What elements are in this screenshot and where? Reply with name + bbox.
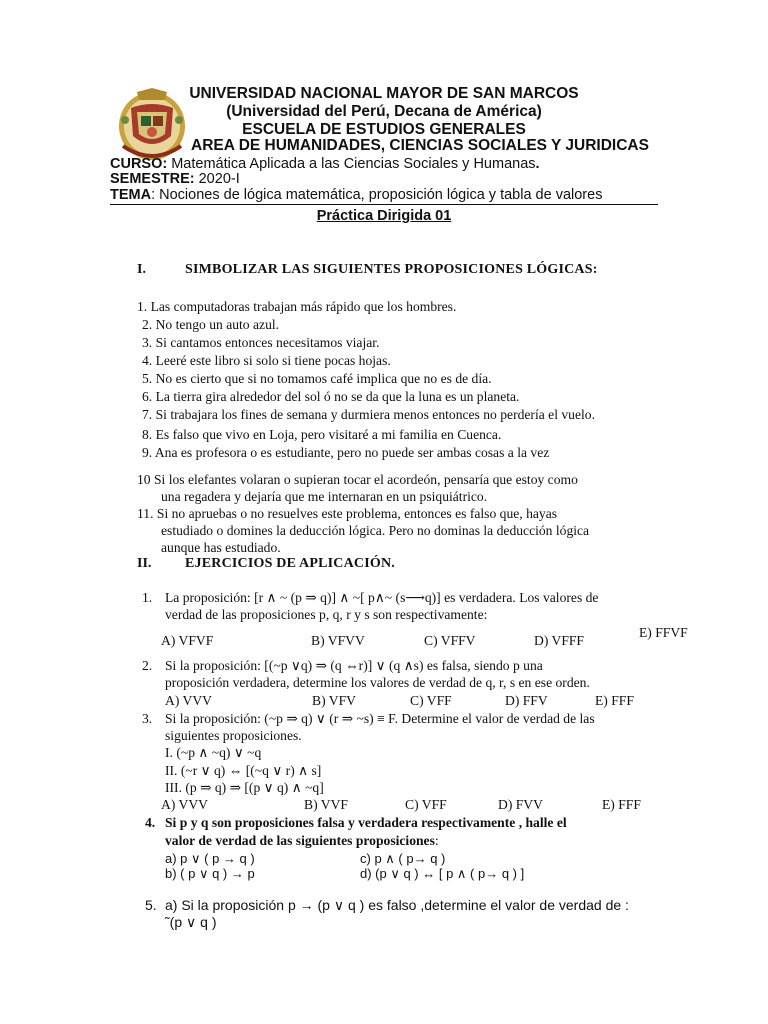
topic-line (110, 187, 602, 203)
university-subtitle: (Universidad del Perú, Decana de América) (226, 103, 542, 120)
question-4-option-c: c) p ∧ ( p→ q ) (360, 851, 446, 866)
course-label: CURSO: (110, 156, 168, 172)
topic-value: : Nociones de lógica matemática, proposición lógica y tabla de valores (151, 187, 603, 203)
question-2-option-b: B) VFV (312, 693, 356, 708)
list-item-11-line2: estudiado o domines la deducción lógica. Pero no dominas la deducción lógica (161, 523, 590, 538)
area-name: AREA DE HUMANIDADES, CIENCIAS SOCIALES Y JURIDICAS (191, 137, 649, 154)
question-2-line2: proposición verdadera, determine los valores de verdad de q, r, s en ese orden. (165, 675, 590, 690)
course-line (110, 156, 540, 172)
question-1-option-b: B) VFVV (311, 633, 365, 648)
question-4-colon: : (434, 833, 439, 848)
list-item-11-line1: 11. Si no apruebas o no resuelves este problema, entonces es falso que, hayas (137, 506, 558, 521)
question-3-option-b: B) VVF (304, 797, 348, 812)
question-3-line1: Si la proposición: (~p ⇒ q) ∨ (r ⇒ ~s) ≡ F. Determine el valor de verdad de las (165, 711, 595, 726)
question-3-option-a: A) VVV (161, 797, 208, 812)
course-end: . (535, 156, 540, 172)
question-2-option-c: C) VFF (410, 693, 452, 708)
question-4-option-b: b) ( p ∨ q ) → p (165, 866, 255, 881)
question-4-option-a: a) p ∨ ( p → q ) (165, 851, 255, 866)
list-item: 1. Las computadoras trabajan más rápido que los hombres. (137, 299, 457, 314)
section-1-title: SIMBOLIZAR LAS SIGUIENTES PROPOSICIONES LÓGICAS: (185, 262, 598, 277)
list-item: 5. No es cierto que si no tomamos café implica que no es de día. (142, 371, 492, 386)
question-5-line2: ˜(p ∨ q ) (165, 914, 217, 930)
question-1-line1: La proposición: [r ∧ ~ (p ⇒ q)] ∧ ~[ p∧~ (s⟶q)] es verdadera. Los valores de (165, 590, 599, 605)
question-5-line1: a) Si la proposición p → (p ∨ q ) es falso ,determine el valor de verdad de : (165, 897, 629, 913)
question-2-option-e: E) FFF (595, 693, 634, 708)
question-3-option-e: E) FFF (602, 797, 641, 812)
question-3-option-d: D) FVV (498, 797, 543, 812)
list-item: 8. Es falso que vivo en Loja, pero visitaré a mi familia en Cuenca. (142, 427, 502, 442)
semester-label: SEMESTRE: (110, 171, 195, 187)
section-1-number: I. (137, 262, 146, 277)
header-divider (110, 204, 658, 205)
university-name: UNIVERSIDAD NACIONAL MAYOR DE SAN MARCOS (189, 85, 579, 102)
topic-label: TEMA (110, 187, 152, 203)
question-3-subitem-2: II. (~r ∨ q) ⇔ [(~q ∨ r) ∧ s] (165, 763, 322, 778)
course-value: Matemática Aplicada a las Ciencias Sociales y Humanas (167, 156, 536, 172)
list-item: 7. Si trabajara los fines de semana y durmiera menos entonces no perdería el vuelo. (142, 407, 595, 422)
practice-title: Práctica Dirigida 01 (316, 208, 452, 224)
question-1-option-c: C) VFFV (424, 633, 476, 648)
list-item: 4. Leeré este libro si solo si tiene pocas hojas. (142, 353, 391, 368)
question-2-number: 2. (142, 658, 153, 673)
list-item: 9. Ana es profesora o es estudiante, pero no puede ser ambas cosas a la vez (142, 445, 550, 460)
question-1-option-a: A) VFVF (161, 633, 214, 648)
question-1-option-d: D) VFFF (534, 633, 584, 648)
question-3-number: 3. (142, 711, 153, 726)
question-3-subitem-3: III. (p ⇒ q) ⇒ [(p ∨ q) ∧ ~q] (165, 780, 324, 795)
semester-line (110, 171, 240, 187)
question-2-option-a: A) VVV (165, 693, 212, 708)
list-item: 2. No tengo un auto azul. (142, 317, 280, 332)
list-item-10-line2: una regadera y dejaría que me internaran en un psiquiátrico. (161, 489, 488, 504)
list-item: 6. La tierra gira alrededor del sol ó no se da que la luna es un planeta. (142, 389, 520, 404)
question-3-option-c: C) VFF (405, 797, 447, 812)
question-1-line2: verdad de las proposiciones p, q, r y s son respectivamente: (165, 607, 488, 622)
section-2-number: II. (137, 556, 152, 571)
question-4-line1: Si p y q son proposiciones falsa y verdadera respectivamente , halle el (165, 815, 567, 830)
list-item-11-line3: aunque has estudiado. (161, 540, 281, 555)
question-3-subitem-1: I. (~p ∧ ~q) ∨ ~q (165, 745, 262, 760)
question-4-number: 4. (145, 815, 156, 830)
list-item: 3. Si cantamos entonces necesitamos viajar. (142, 335, 380, 350)
question-4-line2-text: valor de verdad de las siguientes proposiciones (165, 833, 435, 848)
question-5-number: 5. (145, 897, 157, 913)
school-name: ESCUELA DE ESTUDIOS GENERALES (242, 121, 526, 138)
question-1-number: 1. (142, 590, 153, 605)
question-3-line2: siguientes proposiciones. (165, 728, 302, 743)
list-item-10-line1: 10 Si los elefantes volaran o supieran tocar el acordeón, pensaría que estoy como (137, 472, 578, 487)
question-1-option-e: E) FFVF (639, 625, 688, 640)
question-4-option-d: d) (p ∨ q ) ↔ [ p ∧ ( p→ q ) ] (360, 866, 525, 881)
question-2-line1: Si la proposición: [(~p ∨q) ⇒ (q ⇔r)] ∨ (q ∧s) es falsa, siendo p una (165, 658, 543, 673)
semester-value: 2020-I (194, 171, 240, 187)
question-2-option-d: D) FFV (505, 693, 548, 708)
question-4-line2 (165, 833, 439, 850)
section-2-title: EJERCICIOS DE APLICACIÓN. (185, 556, 395, 571)
